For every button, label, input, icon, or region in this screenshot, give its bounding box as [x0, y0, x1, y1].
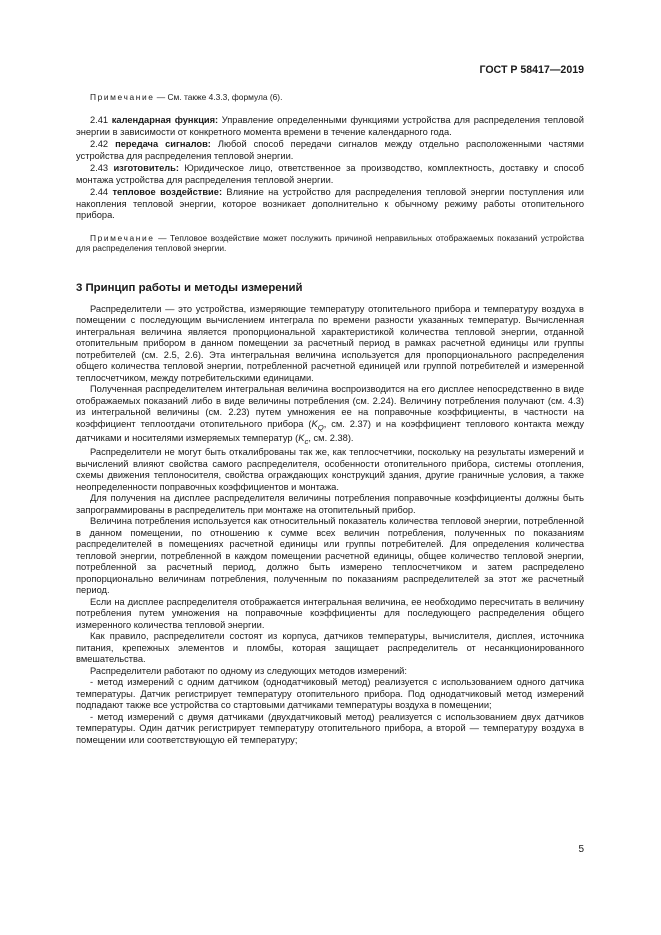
definition-text: Влияние на устройство для распределения тепловой энергии поступления или накопления тепловой энергии, которое возникает дополнительно к обычному режиму работы отопительного прибора. [76, 187, 584, 221]
paragraph-1: Распределители — это устройства, измеряющие температуру отопительного прибора и температуру воздуха в помещении с последующим вычислением интеграла по времени разности указанных температур. Вычисленная интегральная величина является пропорциональной характеристикой количества тепловой энергии, отданной отопительным прибором в данном помещении за расчетный период в рамках расчетной единицы или группы потребителей (см. 2.5, 2.6). Эта интегральная величина используется для пропорционального распределения общего количества тепловой энергии, потребленной расчетной единицей или группой потребителей и измеренной теплосчетчиком, между потребительскими единицами. [76, 303, 584, 383]
note-text: — Тепловое воздействие может послужить причиной неправильных отображаемых показаний устройства для распределения тепловой энергии. [76, 232, 584, 254]
note-2-44 [76, 233, 584, 254]
definition-2-43 [76, 163, 584, 186]
list-item-single-sensor: - метод измерений с одним датчиком (однодатчиковый метод) реализуется с использованием одного датчика температуры. Датчик регистрирует температуру отопительного прибора. Под однодатчиковый метод измерений подпадают также все устройства со стартовыми датчиками температуры воздуха в помещении; [76, 677, 584, 711]
definition-text: Юридическое лицо, ответственное за производство, комплектность, доставку и способ монтажа устройства для распределения тепловой энергии. [76, 163, 584, 185]
definition-term: календарная функция: [111, 115, 219, 126]
paragraph-4: Для получения на дисплее распределителя величины потребления поправочные коэффициенты должны быть запрограммированы в распределитель при монтаже на отопительный прибор. [76, 493, 584, 515]
list-item-two-sensor: - метод измерений с двумя датчиками (двухдатчиковый метод) реализуется с использованием двух датчиков температуры. Один датчик регистрирует температуру отопительного прибора, а второй — температуру воздуха в помещении или соответствующую ей температуру; [76, 711, 584, 745]
definition-text: Любой способ передачи сигналов между отдельно расположенными частями устройства для распределения тепловой энергии. [76, 139, 584, 161]
definition-number: 2.44 [90, 187, 109, 198]
definition-term: тепловое воздействие: [112, 187, 223, 198]
paragraph-8: Распределители работают по одному из следующих методов измерений: [90, 665, 407, 676]
definition-2-41 [76, 115, 584, 138]
note-label: Примечание [90, 92, 155, 102]
document-body [76, 92, 584, 746]
definition-term: передача сигналов: [115, 139, 211, 150]
definition-2-44 [76, 187, 584, 222]
paragraph-5: Величина потребления используется как относительный показатель количества тепловой энергии, потребленной в данном помещении, по отношению к сумме всех величин потребления, полученных по показаниям распределителей в помещениях расчетной единицы или группы потребителей. Для определения количества тепловой энергии, потребленной в каждом помещении расчетной единицы, общее количество тепловой энергии, потребленной за расчетный период, должно быть измерено теплосчетчиком и затем распределено пропорционально величинам потребления, полученным по показаниям распределителей за этот же расчетный период. [76, 516, 584, 596]
paragraph-3: Распределители не могут быть откалиброваны так же, как теплосчетчики, поскольку на результаты измерений и вычислений влияют свойства самого распределителя, особенности отопительного прибора, системы отопления, схемы движения теплоносителя, свойства ограждающих конструкций здания, другие граничные условия, а также неопределенности поправочных коэффициентов и монтажа. [76, 447, 584, 492]
definition-number: 2.41 [90, 115, 109, 126]
section-title: 3 Принцип работы и методы измерений [76, 281, 303, 294]
document-page [76, 0, 584, 935]
paragraph-2: Полученная распределителем интегральная величина воспроизводится на его дисплее непосредственно в виде отображаемых показаний либо в виде величины потребления (см. 2.24). Величину потребления получают (см. 4.3) из интегральной величины (см. 2.23) путем умножения ее на поправочные коэффициенты, в частности на коэффициент теплоотдачи отопительного прибора ($K_Q$, см. 2.37) и на коэффициент теплового контакта между датчиками и носителями измеряемых температур ($K_c$, см. 2.38). [76, 384, 584, 446]
page-number: 5 [578, 844, 584, 855]
definition-text: Управление определенными функциями устройства для распределения тепловой энергии в зависимости от конкретного момента времени в течение календарного года. [76, 115, 584, 137]
note-label: Примечание [90, 232, 155, 243]
paragraph-6: Если на дисплее распределителя отображается интегральная величина, ее необходимо пересчитать в величину потребления путем умножения на поправочные коэффициенты для последующего распределения общего измеренного количества тепловой энергии. [76, 596, 584, 630]
note-text: — См. также 4.3.3, формула (6). [154, 92, 283, 102]
definition-2-42 [76, 139, 584, 162]
definition-term: изготовитель: [113, 163, 179, 174]
paragraph-7: Как правило, распределители состоят из корпуса, датчиков температуры, вычислителя, дисплея, источника питания, крепежных элементов и пломбы, которая защищает распределитель от несанкционированного вмешательства. [76, 631, 584, 665]
coefficient-kq: $K_Q$ [311, 418, 324, 432]
definition-number: 2.42 [90, 139, 109, 150]
definition-number: 2.43 [90, 163, 109, 174]
coefficient-kc: $K_c$ [298, 433, 309, 446]
document-header: ГОСТ Р 58417—2019 [479, 64, 584, 76]
note-2-40 [76, 92, 584, 102]
